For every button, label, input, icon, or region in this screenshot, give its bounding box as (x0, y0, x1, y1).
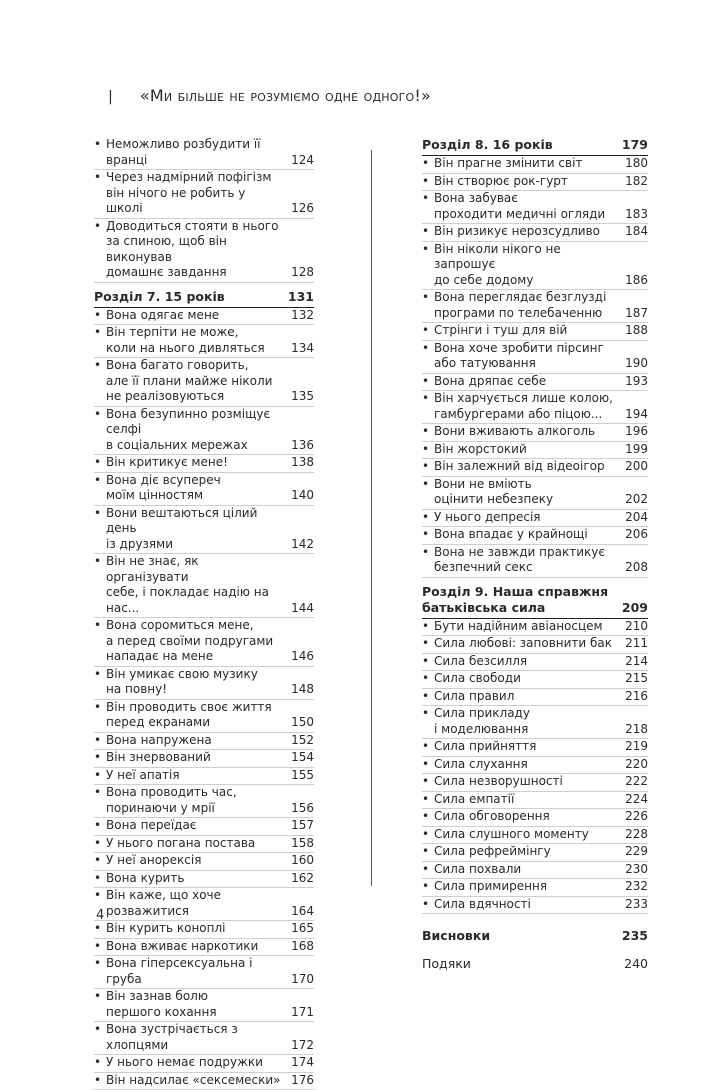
toc-section-heading (422, 584, 648, 619)
toc-section-heading (422, 137, 648, 156)
toc-entry-title: Вона зустрічається з хлопцями (106, 1022, 284, 1053)
toc-entry-title: Сила незворушності (434, 774, 618, 790)
toc-entry-title: Сила примирення (434, 879, 618, 895)
toc-page-number: 211 (618, 636, 648, 652)
toc-entry-title: Він ризикує нерозсудливо (434, 224, 618, 240)
toc-page-number: 144 (284, 601, 314, 617)
toc-entry (94, 308, 314, 326)
toc-page-number: 156 (284, 801, 314, 817)
bullet-icon: • (94, 956, 106, 972)
bullet-icon: • (94, 137, 106, 153)
toc-page-number: 154 (284, 750, 314, 766)
toc-page-number: 164 (284, 904, 314, 920)
bullet-icon: • (94, 219, 106, 235)
bullet-icon: • (422, 341, 434, 357)
toc-entry-title: Вони вештаються цілий день із друзями (106, 506, 284, 553)
toc-entry (94, 455, 314, 473)
bullet-icon: • (94, 1073, 106, 1089)
toc-entry (422, 739, 648, 757)
toc-entry (422, 527, 648, 545)
toc-page-number: 240 (614, 956, 648, 972)
toc-entry-title: Сила безсилля (434, 654, 618, 670)
toc-entry (422, 290, 648, 323)
bullet-icon: • (94, 989, 106, 1005)
toc-entry-title: Вона одягає мене (106, 308, 284, 324)
toc-entry (94, 921, 314, 939)
bullet-icon: • (422, 827, 434, 843)
toc-entry (94, 1073, 314, 1090)
bullet-icon: • (422, 290, 434, 306)
toc-entry (94, 1022, 314, 1055)
bullet-icon: • (94, 358, 106, 374)
toc-entry (94, 785, 314, 818)
toc-entry (422, 191, 648, 224)
toc-entry (94, 700, 314, 733)
toc-page-number: 171 (284, 1005, 314, 1021)
toc-page-number: 138 (284, 455, 314, 471)
toc-entry-title: Вони вживають алкоголь (434, 424, 618, 440)
toc-page-number: 235 (614, 928, 648, 944)
bullet-icon: • (422, 862, 434, 878)
bullet-icon: • (422, 323, 434, 339)
toc-entry-title: Він жорстокий (434, 442, 618, 458)
bullet-icon: • (422, 844, 434, 860)
bullet-icon: • (422, 424, 434, 440)
toc-entry-title: Він створює рок-гурт (434, 174, 618, 190)
header-bar: | (108, 89, 113, 105)
toc-page-number: 232 (618, 879, 648, 895)
toc-page-number: 214 (618, 654, 648, 670)
toc-entry (422, 156, 648, 174)
column-divider (371, 150, 372, 886)
toc-entry-title: Сила свободи (434, 671, 618, 687)
toc-entry (422, 706, 648, 739)
bullet-icon: • (422, 156, 434, 172)
toc-entry (94, 733, 314, 751)
toc-entry (94, 219, 314, 283)
toc-entry (94, 506, 314, 555)
toc-entry (94, 554, 314, 618)
bullet-icon: • (422, 619, 434, 635)
bullet-icon: • (94, 554, 106, 570)
bullet-icon: • (94, 325, 106, 341)
bullet-icon: • (422, 174, 434, 190)
toc-entry (422, 792, 648, 810)
toc-page-number: 128 (284, 265, 314, 281)
toc-entry (422, 654, 648, 672)
toc-entry-title: Вона напружена (106, 733, 284, 749)
toc-entry-title: Вона проводить час, поринаючи у мрії (106, 785, 284, 816)
toc-entry (94, 170, 314, 219)
bullet-icon: • (422, 671, 434, 687)
toc-page-number: 194 (618, 407, 648, 423)
toc-entry-title: Він проводить своє життя перед екранами (106, 700, 284, 731)
bullet-icon: • (422, 792, 434, 808)
toc-entry (94, 989, 314, 1022)
toc-left-column (94, 137, 314, 1090)
toc-page-number: 170 (284, 972, 314, 988)
toc-back-matter (422, 928, 648, 944)
toc-entry-title: Сила прикладу і моделювання (434, 706, 618, 737)
bullet-icon: • (422, 809, 434, 825)
toc-entry-title: Сила слушного моменту (434, 827, 618, 843)
toc-entry (94, 750, 314, 768)
bullet-icon: • (94, 888, 106, 904)
toc-entry-title: Вона діє всупереч моїм цінностям (106, 473, 284, 504)
bullet-icon: • (422, 774, 434, 790)
toc-entry (422, 477, 648, 510)
toc-page-number: 206 (618, 527, 648, 543)
page-number: 4 (96, 908, 104, 923)
toc-page-number: 160 (284, 853, 314, 869)
toc-entry-title: У нього депресія (434, 510, 618, 526)
toc-entry-title: Подяки (422, 956, 614, 972)
toc-entry (94, 939, 314, 957)
toc-entry (422, 242, 648, 291)
toc-entry-title: Сила емпатії (434, 792, 618, 808)
toc-page-number: 222 (618, 774, 648, 790)
toc-entry-title: Висновки (422, 928, 614, 944)
bullet-icon: • (94, 308, 106, 324)
toc-page-number: 210 (618, 619, 648, 635)
toc-page-number: 174 (284, 1055, 314, 1071)
toc-entry-title: Вона забуває проходити медичні огляди (434, 191, 618, 222)
toc-entry-title: Бути надійним авіаносцем (434, 619, 618, 635)
toc-page-number: 230 (618, 862, 648, 878)
toc-entry-title: Він прагне змінити світ (434, 156, 618, 172)
toc-entry (422, 545, 648, 578)
toc-page-number: 176 (284, 1073, 314, 1089)
toc-entry (422, 442, 648, 460)
toc-entry (422, 757, 648, 775)
toc-page-number: 200 (618, 459, 648, 475)
bullet-icon: • (422, 224, 434, 240)
toc-page-number: 220 (618, 757, 648, 773)
toc-entry-title: Він курить коноплі (106, 921, 284, 937)
toc-entry (422, 323, 648, 341)
toc-back-matter (422, 956, 648, 972)
toc-entry (94, 325, 314, 358)
bullet-icon: • (422, 191, 434, 207)
toc-entry (94, 407, 314, 456)
toc-entry-title: Сила правил (434, 689, 618, 705)
bullet-icon: • (422, 477, 434, 493)
toc-page-number: 199 (618, 442, 648, 458)
toc-entry-title: Він умикає свою музику на повну! (106, 667, 284, 698)
toc-page-number: 190 (618, 356, 648, 372)
bullet-icon: • (94, 618, 106, 634)
toc-page-number: 180 (618, 156, 648, 172)
toc-entry-title: Сила обговорення (434, 809, 618, 825)
toc-entry-title: У нього погана постава (106, 836, 284, 852)
bullet-icon: • (422, 527, 434, 543)
toc-entry-title: У нього немає подружки (106, 1055, 284, 1071)
toc-page-number: 126 (284, 201, 314, 217)
bullet-icon: • (422, 242, 434, 258)
toc-page-number: 182 (618, 174, 648, 190)
toc-entry-title: Він надсилає «сексемески» (106, 1073, 284, 1089)
toc-entry-title: Вона вживає наркотики (106, 939, 284, 955)
toc-page-number: 158 (284, 836, 314, 852)
toc-page-number: 193 (618, 374, 648, 390)
bullet-icon: • (422, 442, 434, 458)
toc-entry (422, 619, 648, 637)
toc-page-number: 150 (284, 715, 314, 731)
toc-entry (94, 836, 314, 854)
bullet-icon: • (94, 836, 106, 852)
toc-entry (94, 667, 314, 700)
bullet-icon: • (94, 853, 106, 869)
toc-page-number: 208 (618, 560, 648, 576)
toc-entry (422, 174, 648, 192)
toc-page-number: 215 (618, 671, 648, 687)
toc-entry-title: Він критикує мене! (106, 455, 284, 471)
toc-entry-title: Стрінги і туш для вій (434, 323, 618, 339)
toc-entry (422, 897, 648, 915)
bullet-icon: • (422, 510, 434, 526)
toc-entry (422, 862, 648, 880)
toc-page-number: 226 (618, 809, 648, 825)
toc-page-number: 165 (284, 921, 314, 937)
toc-page-number: 135 (284, 389, 314, 405)
toc-entry-title: Вона гіперсексуальна і груба (106, 956, 284, 987)
toc-entry-title: Розділ 7. 15 років (94, 289, 280, 305)
toc-page-number: 224 (618, 792, 648, 808)
toc-entry (94, 818, 314, 836)
toc-entry (94, 853, 314, 871)
toc-entry-title: Розділ 9. Наша справжня батьківська сила (422, 584, 614, 616)
toc-entry-title: Вона соромиться мене, а перед своїми подругами нападає на мене (106, 618, 284, 665)
toc-entry (422, 341, 648, 374)
bullet-icon: • (422, 689, 434, 705)
bullet-icon: • (94, 939, 106, 955)
toc-entry-title: Вона переїдає (106, 818, 284, 834)
toc-page-number: 179 (614, 137, 648, 153)
toc-entry (422, 879, 648, 897)
toc-page-number: 142 (284, 537, 314, 553)
toc-entry-title: Він ніколи нікого не запрошує до себе додому (434, 242, 618, 289)
toc-entry-title: Він каже, що хоче розважитися (106, 888, 284, 919)
toc-entry (422, 671, 648, 689)
toc-entry (94, 956, 314, 989)
toc-entry-title: Сила рефреймінгу (434, 844, 618, 860)
bullet-icon: • (422, 757, 434, 773)
bullet-icon: • (422, 706, 434, 722)
bullet-icon: • (94, 733, 106, 749)
toc-page-number: 204 (618, 510, 648, 526)
toc-entry-title: Він терпіти не може, коли на нього дивляться (106, 325, 284, 356)
toc-entry-title: У неї анорексія (106, 853, 284, 869)
toc-entry-title: Він харчується лише колою, гамбургерами або піцою... (434, 391, 618, 422)
bullet-icon: • (422, 879, 434, 895)
toc-page-number: 229 (618, 844, 648, 860)
toc-entry-title: Вони не вміють оцінити небезпеку (434, 477, 618, 508)
toc-entry-title: Вона курить (106, 871, 284, 887)
bullet-icon: • (94, 506, 106, 522)
toc-page-number: 168 (284, 939, 314, 955)
bullet-icon: • (94, 170, 106, 186)
toc-entry-title: Неможливо розбудити її вранці (106, 137, 284, 168)
toc-entry-title: Він залежний від відеоігор (434, 459, 618, 475)
toc-entry-title: Вона впадає у крайнощі (434, 527, 618, 543)
toc-page-number: 186 (618, 273, 648, 289)
toc-page-number: 188 (618, 323, 648, 339)
toc-page-number: 187 (618, 306, 648, 322)
toc-entry-title: Доводиться стояти в нього за спиною, щоб він виконував домашнє завдання (106, 219, 284, 281)
toc-entry (422, 424, 648, 442)
bullet-icon: • (422, 459, 434, 475)
bullet-icon: • (94, 455, 106, 471)
bullet-icon: • (422, 374, 434, 390)
toc-page-number: 157 (284, 818, 314, 834)
bullet-icon: • (422, 897, 434, 913)
toc-entry (94, 768, 314, 786)
toc-page-number: 152 (284, 733, 314, 749)
toc-entry (422, 827, 648, 845)
bullet-icon: • (94, 750, 106, 766)
toc-page-number: 219 (618, 739, 648, 755)
toc-page-number: 140 (284, 488, 314, 504)
toc-entry-title: Сила похвали (434, 862, 618, 878)
toc-entry (422, 774, 648, 792)
toc-page-number: 183 (618, 207, 648, 223)
toc-page-number: 155 (284, 768, 314, 784)
toc-entry (422, 844, 648, 862)
bullet-icon: • (94, 818, 106, 834)
toc-entry-title: Вона не завжди практикує безпечний секс (434, 545, 618, 576)
toc-entry-title: Сила любові: заповнити бак (434, 636, 618, 652)
bullet-icon: • (422, 739, 434, 755)
toc-page-number: 146 (284, 649, 314, 665)
toc-page-number: 124 (284, 153, 314, 169)
toc-page-number: 228 (618, 827, 648, 843)
toc-entry-title: Розділ 8. 16 років (422, 137, 614, 153)
toc-entry-title: Він не знає, як організувати себе, і покладає надію на нас... (106, 554, 284, 616)
toc-entry (422, 636, 648, 654)
toc-entry (422, 374, 648, 392)
toc-page-number: 202 (618, 492, 648, 508)
bullet-icon: • (94, 921, 106, 937)
bullet-icon: • (94, 473, 106, 489)
toc-page-number: 196 (618, 424, 648, 440)
toc-entry (422, 510, 648, 528)
bullet-icon: • (422, 636, 434, 652)
toc-entry-title: У неї апатія (106, 768, 284, 784)
bullet-icon: • (422, 654, 434, 670)
running-header (108, 86, 431, 105)
toc-page-number: 134 (284, 341, 314, 357)
toc-entry-title: Сила слухання (434, 757, 618, 773)
toc-page-number: 209 (614, 600, 648, 616)
bullet-icon: • (94, 700, 106, 716)
bullet-icon: • (94, 667, 106, 683)
toc-page-number: 132 (284, 308, 314, 324)
bullet-icon: • (422, 545, 434, 561)
toc-entry (422, 689, 648, 707)
toc-entry-title: Вона дряпає себе (434, 374, 618, 390)
toc-section-heading (94, 289, 314, 308)
toc-entry (422, 224, 648, 242)
toc-entry (94, 1055, 314, 1073)
header-title: «Ми більше не розуміємо одне одного!» (140, 86, 431, 105)
toc-entry-title: Вона переглядає безглузді програми по телебаченню (434, 290, 618, 321)
bullet-icon: • (94, 871, 106, 887)
bullet-icon: • (94, 1022, 106, 1038)
toc-page-number: 216 (618, 689, 648, 705)
toc-entry-title: Сила вдячності (434, 897, 618, 913)
toc-page-number: 148 (284, 682, 314, 698)
toc-entry (422, 459, 648, 477)
toc-page-number: 172 (284, 1038, 314, 1054)
toc-entry (422, 391, 648, 424)
toc-entry-title: Вона багато говорить, але її плани майже ніколи не реалізовуються (106, 358, 284, 405)
toc-page-number: 162 (284, 871, 314, 887)
toc-entry-title: Сила прийняття (434, 739, 618, 755)
toc-entry-title: Він зазнав болю першого кохання (106, 989, 284, 1020)
toc-right-column (422, 137, 648, 972)
toc-entry-title: Через надмірний пофігізм він нічого не робить у школі (106, 170, 284, 217)
bullet-icon: • (94, 768, 106, 784)
bullet-icon: • (94, 1055, 106, 1071)
toc-entry (94, 137, 314, 170)
toc-page-number: 233 (618, 897, 648, 913)
toc-entry (94, 618, 314, 667)
toc-entry-title: Вона безупинно розміщує селфі в соціальних мережах (106, 407, 284, 454)
toc-entry-title: Вона хоче зробити пірсинг або татуювання (434, 341, 618, 372)
bullet-icon: • (94, 785, 106, 801)
toc-page-number: 184 (618, 224, 648, 240)
bullet-icon: • (94, 407, 106, 423)
toc-page-number: 136 (284, 438, 314, 454)
toc-entry (422, 809, 648, 827)
toc-entry (94, 888, 314, 921)
toc-entry (94, 358, 314, 407)
toc-page-number: 218 (618, 722, 648, 738)
bullet-icon: • (422, 391, 434, 407)
toc-entry-title: Він знервований (106, 750, 284, 766)
toc-entry (94, 871, 314, 889)
toc-entry (94, 473, 314, 506)
toc-page-number: 131 (280, 289, 314, 305)
